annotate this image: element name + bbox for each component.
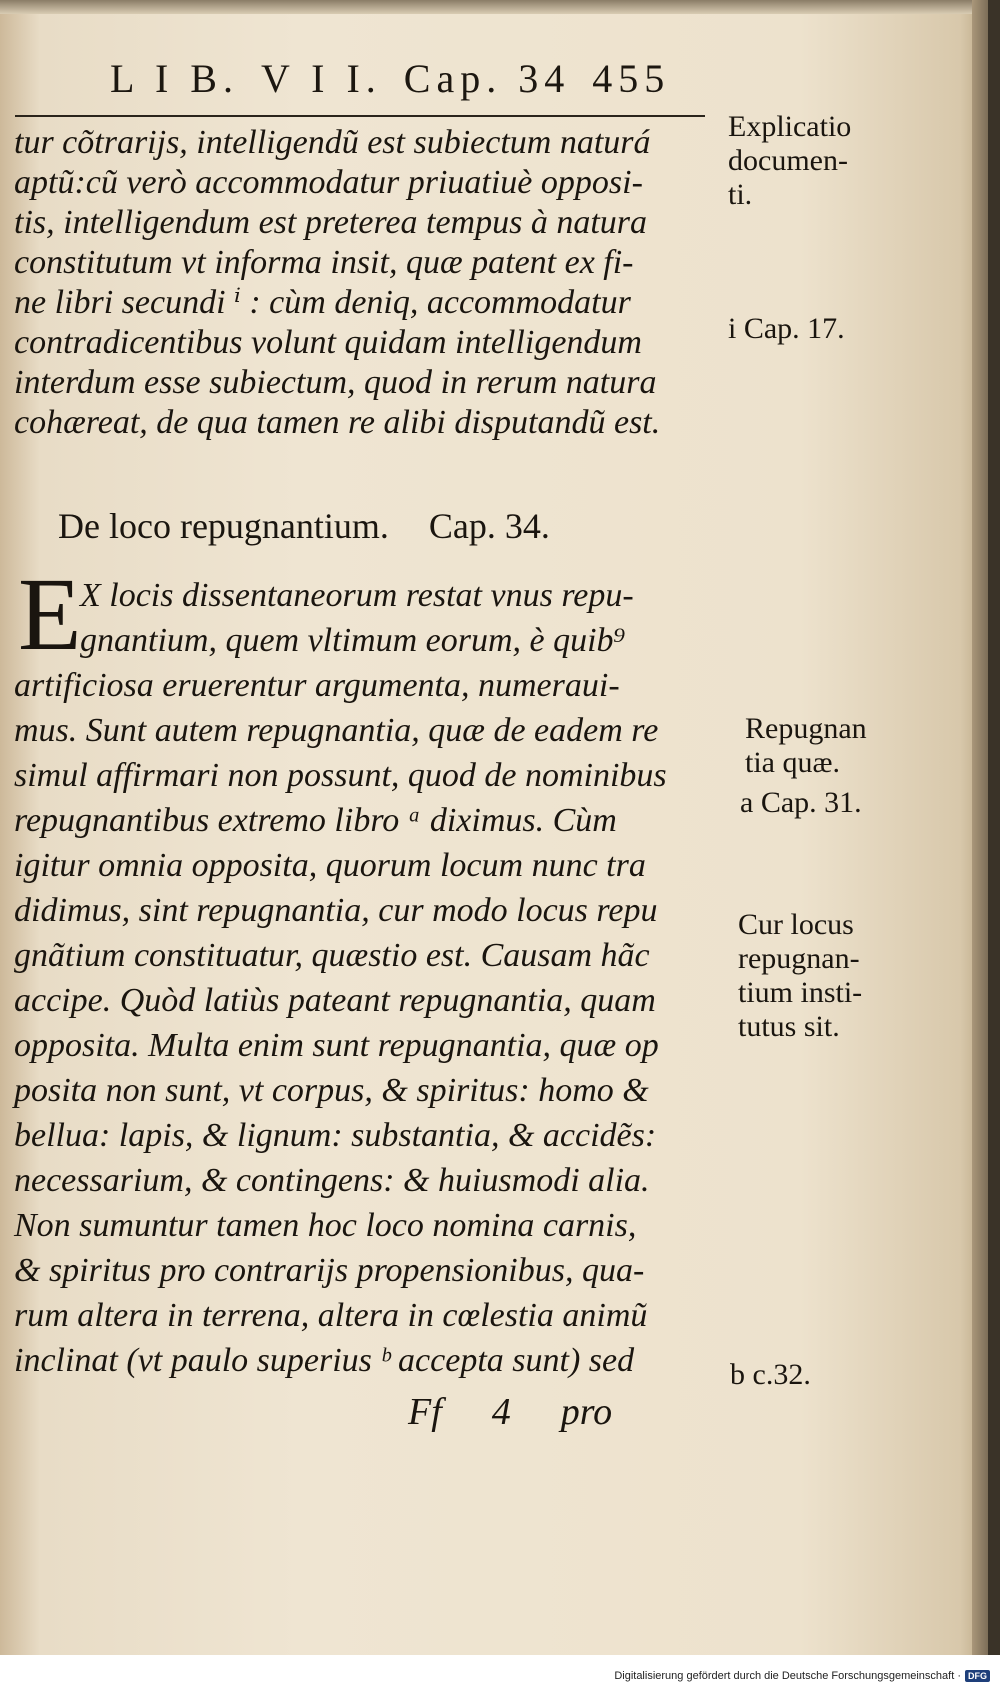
digitization-credit [614,1666,990,1686]
margin-line: documen- [728,144,848,177]
margin-line: Repugnan [745,712,867,745]
text-line: ne libri secundi ⁱ : cùm deniq, accommodatur [14,284,631,321]
drop-cap: E [18,557,82,672]
signature-mark: Ff [408,1391,442,1433]
margin-note-b: b c.32. [730,1358,811,1391]
text-line: Non sumuntur tamen hoc loco nomina carnis, [14,1207,637,1244]
margin-note-explicatio [728,110,851,212]
margin-line: ti. [728,178,753,211]
text-line: opposita. Multa enim sunt repugnantia, quæ op [14,1027,659,1064]
text-line: accipe. Quòd latiùs pateant repugnantia, quam [14,982,656,1019]
text-line: rum altera in terrena, altera in cœlestia animũ [14,1297,648,1334]
text-line: inclinat (vt paulo superius ᵇ accepta sunt) sed [14,1342,635,1379]
page-right-edge [972,0,988,1655]
header-book: L I B. [110,56,239,101]
page-footer [408,1390,708,1440]
text-line: didimus, sint repugnantia, cur modo locus repu [14,892,658,929]
page-top-edge [0,0,988,14]
section-title: De loco repugnantium. [58,506,389,546]
credit-text: Digitalisierung gefördert durch die Deutsche Forschungsgemeinschaft · [614,1670,961,1682]
text-line: artificiosa eruerentur argumenta, numeraui- [14,667,620,704]
text-line: tis, intelligendum est preterea tempus à natura [14,204,648,241]
margin-line: tia quæ. [745,746,840,779]
margin-line: repugnan- [738,942,860,975]
dfg-logo-icon: DFG [965,1670,990,1682]
text-line: gnantium, quem vltimum eorum, è quib⁹ [80,622,626,659]
sheet-number: 4 [491,1391,511,1433]
section-chapter: Cap. 34. [428,506,550,546]
text-line: cohæreat, de qua tamen re alibi disputandũ est. [14,404,661,441]
text-line: mus. Sunt autem repugnantia, quæ de eadem re [14,712,659,749]
text-line: posita non sunt, vt corpus, & spiritus: homo & [14,1072,649,1109]
margin-line: Explicatio [728,110,852,143]
text-line: & spiritus pro contrarijs propensionibus, qua- [14,1252,645,1289]
header-rule [15,115,705,117]
header-volume: V I I. [260,56,382,101]
margin-line: Cur locus [738,908,854,941]
text-line: contradicentibus volunt quidam intelligendum [14,324,642,361]
section-heading [58,505,708,555]
text-line: constitutum vt informa insit, quæ patent ex fi- [14,244,634,281]
text-line: necessarium, & contingens: & huiusmodi alia. [14,1162,650,1199]
text-line: simul affirmari non possunt, quod de nominibus [14,757,667,794]
header-chapter: Cap. 34 [403,56,571,101]
margin-note-repugnantia [745,712,867,780]
margin-line: tutus sit. [738,1010,840,1043]
text-line: repugnantibus extremo libro ᵃ diximus. Cùm [14,802,617,839]
margin-note-i: i Cap. 17. [728,312,845,345]
header-page-number: 455 [592,56,671,101]
text-line: tur cõtrarijs, intelligendũ est subiectum naturá [14,124,651,161]
text-line: X locis dissentaneorum restat vnus repu- [80,577,634,614]
text-line: bellua: lapis, & lignum: substantia, & accidẽs: [14,1117,657,1154]
text-line: gnãtium constituatur, quæstio est. Causam hãc [14,937,650,974]
text-line: igitur omnia opposita, quorum locum nunc tra [14,847,646,884]
margin-line: tium insti- [738,976,863,1009]
catchword: pro [560,1391,613,1433]
running-header [110,55,690,115]
text-line: aptũ:cũ verò accommodatur priuatiuè opposi- [14,164,643,201]
margin-note-cur-locus [738,908,862,1044]
text-line: interdum esse subiectum, quod in rerum natura [14,364,657,401]
margin-note-a: a Cap. 31. [740,786,862,819]
